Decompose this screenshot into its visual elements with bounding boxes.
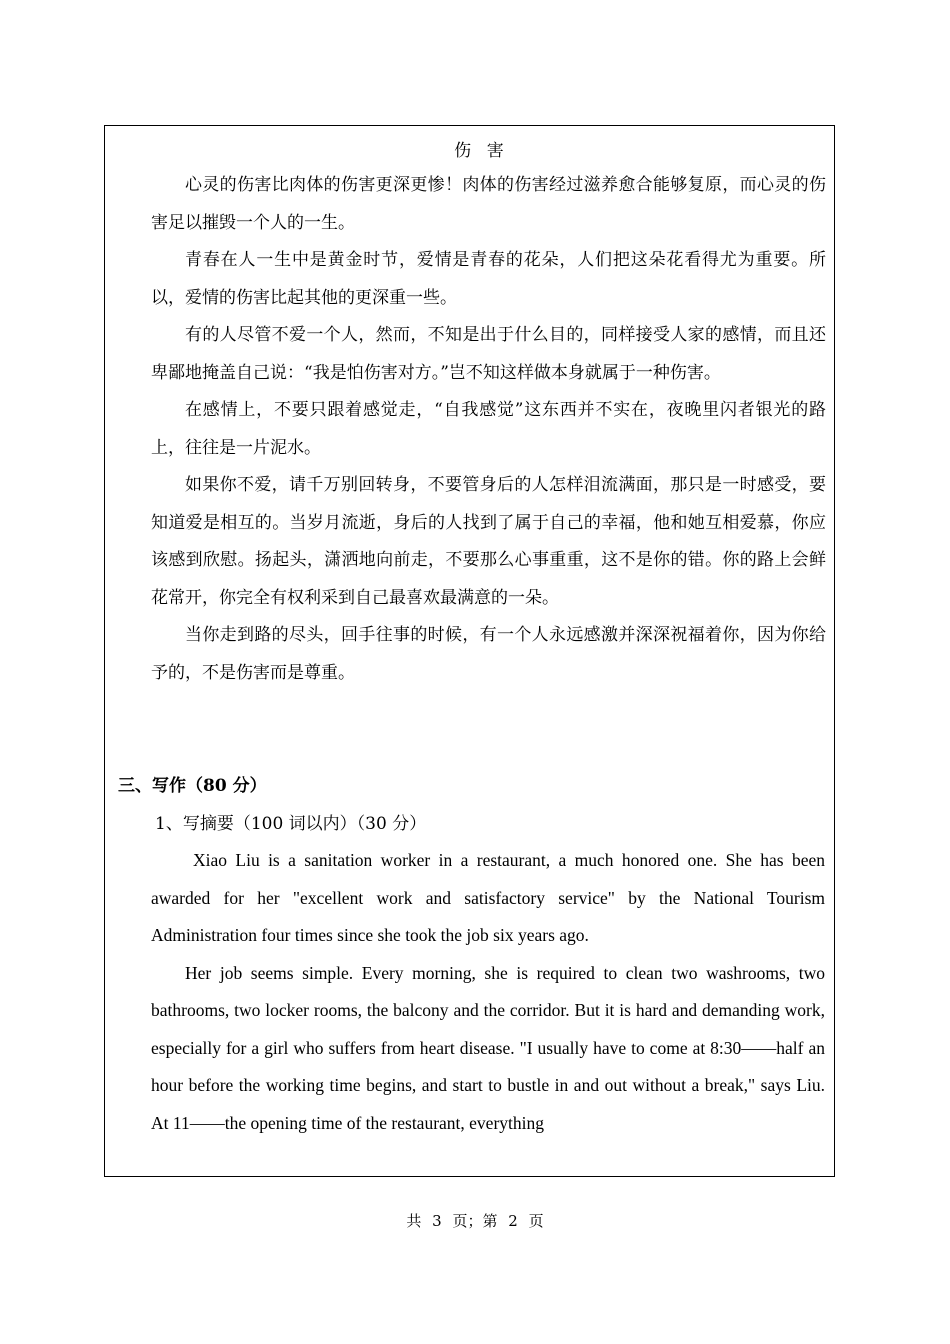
essay-section <box>151 135 826 692</box>
passage-paragraph: Her job seems simple. Every morning, she is required to clean two washrooms, two bathrooms, two locker rooms, the balcony and the corridor. But it is hard and demanding work, especially for a girl who suffers from heart disease. "I usually have to come at 8:30——half an hour before the working time begins, and start to bustle in and out without a break," says Liu. At 11——the opening time of the restaurant, everything <box>151 962 825 1133</box>
summary-task-label: 1、写摘要（100 词以内）（30 分） <box>155 814 427 834</box>
english-passage <box>151 842 825 1142</box>
essay-paragraph: 当你走到路的尽头，回手往事的时候，有一个人永远感激并深深祝福着你，因为你给予的，不是伤害而是尊重。 <box>151 625 826 683</box>
page-number-footer: 共 3 页；第 2 页 <box>406 1212 544 1230</box>
essay-paragraph: 心灵的伤害比肉体的伤害更深更惨！肉体的伤害经过滋养愈合能够复原，而心灵的伤害足以摧毁一个人的一生。 <box>151 175 826 233</box>
essay-paragraph: 在感情上，不要只跟着感觉走，“自我感觉”这东西并不实在，夜晚里闪者银光的路上，往往是一片泥水。 <box>151 400 826 458</box>
essay-paragraph: 如果你不爱，请千万别回转身，不要管身后的人怎样泪流满面，那只是一时感受，要知道爱是相互的。当岁月流逝，身后的人找到了属于自己的幸福，他和她互相爱慕，你应该感到欣慰。扬起头，潇洒地向前走，不要那么心事重重，这不是你的错。你的路上会鲜花常开，你完全有权利采到自己最喜欢最满意的一朵。 <box>151 475 826 608</box>
essay-title: 伤 害 <box>454 141 509 161</box>
writing-section-heading: 三、写作（80 分） <box>118 776 267 796</box>
essay-paragraph: 有的人尽管不爱一个人，然而，不知是出于什么目的，同样接受人家的感情，而且还卑鄙地掩盖自己说：“我是怕伤害对方。”岂不知这样做本身就属于一种伤害。 <box>151 325 826 383</box>
essay-paragraph: 青春在人一生中是黄金时节，爱情是青春的花朵，人们把这朵花看得尤为重要。所以，爱情的伤害比起其他的更深重一些。 <box>151 250 826 308</box>
passage-paragraph: Xiao Liu is a sanitation worker in a restaurant, a much honored one. She has been awarded for her "excellent work and satisfactory service" by the National Tourism Administration four times since she took the job six years ago. <box>151 850 825 945</box>
